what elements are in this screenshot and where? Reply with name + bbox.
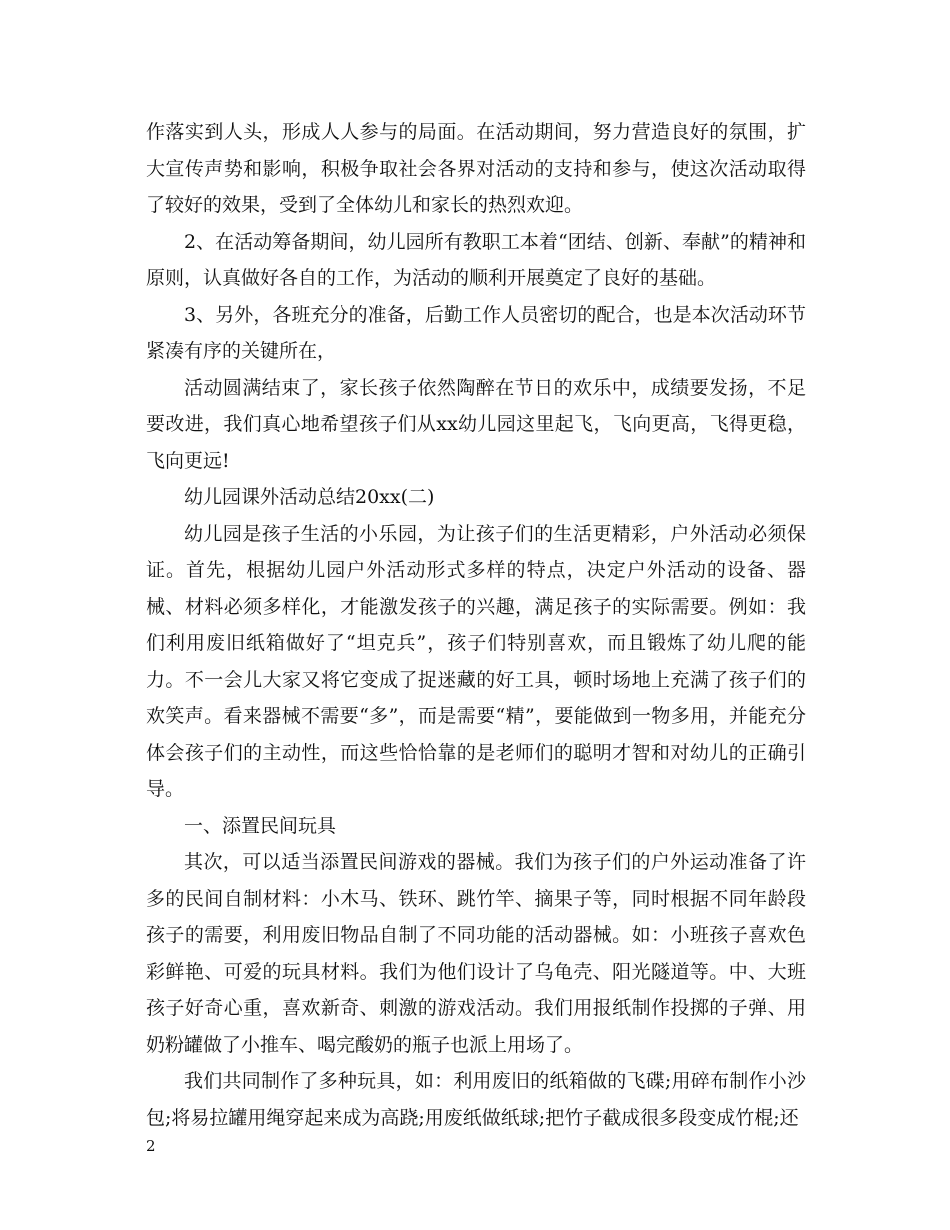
paragraph-intro-2: 幼儿园是孩子生活的小乐园，为让孩子们的生活更精彩，户外活动必须保证。首先，根据幼儿园户外活动形式多样的特点，决定户外活动的设备、器械、材料必须多样化，才能激发孩子的兴趣，满足孩子的实际需要。例如：我们利用废旧纸箱做好了“坦克兵”，孩子们特别喜欢，而且锻炼了幼儿爬的能力。不一会儿大家又将它变成了捉迷藏的好工具，顿时场地上充满了孩子们的欢笑声。看来器械不需要“多”，而是需要“精”，要能做到一物多用，并能充分体会孩子们的主动性，而这些恰恰靠的是老师们的聪明才智和对幼儿的正确引导。 — [146, 522, 806, 800]
paragraph-continuation: 作落实到人头，形成人人参与的局面。在活动期间，努力营造良好的氛围，扩大宣传声势和影响，积极争取社会各界对活动的支持和参与，使这次活动取得了较好的效果，受到了全体幼儿和家长的热烈欢迎。 — [146, 121, 806, 216]
section-title-2: 幼儿园课外活动总结20xx(二) — [184, 486, 435, 508]
page-number: 2 — [146, 1137, 156, 1155]
paragraph-homemade-toys: 我们共同制作了多种玩具，如：利用废旧的纸箱做的飞碟;用碎布制作小沙包;将易拉罐用绳穿起来成为高跷;用废纸做纸球;把竹子截成很多段变成竹棍;还 — [146, 1070, 806, 1129]
paragraph-point-3: 3、另外，各班充分的准备，后勤工作人员密切的配合，也是本次活动环节紧凑有序的关键所在， — [146, 303, 806, 362]
section-heading-folk-toys: 一、添置民间玩具 — [184, 814, 337, 837]
document-body — [146, 114, 806, 1136]
paragraph-point-2: 2、在活动筹备期间，幼儿园所有教职工本着“团结、创新、奉献”的精神和原则，认真做好各自的工作，为活动的顺利开展奠定了良好的基础。 — [146, 230, 806, 289]
paragraph-closing: 活动圆满结束了，家长孩子依然陶醉在节日的欢乐中，成绩要发扬，不足要改进，我们真心地希望孩子们从xx幼儿园这里起飞，飞向更高，飞得更稳，飞向更远! — [146, 376, 806, 472]
paragraph-folk-toys: 其次，可以适当添置民间游戏的器械。我们为孩子们的户外运动准备了许多的民间自制材料：小木马、铁环、跳竹竿、摘果子等，同时根据不同年龄段孩子的需要，利用废旧物品自制了不同功能的活动器械。如：小班孩子喜欢色彩鲜艳、可爱的玩具材料。我们为他们设计了乌龟壳、阳光隧道等。中、大班孩子好奇心重，喜欢新奇、刺激的游戏活动。我们用报纸制作投掷的子弹、用奶粉罐做了小推车、喝完酸奶的瓶子也派上用场了。 — [146, 851, 806, 1056]
